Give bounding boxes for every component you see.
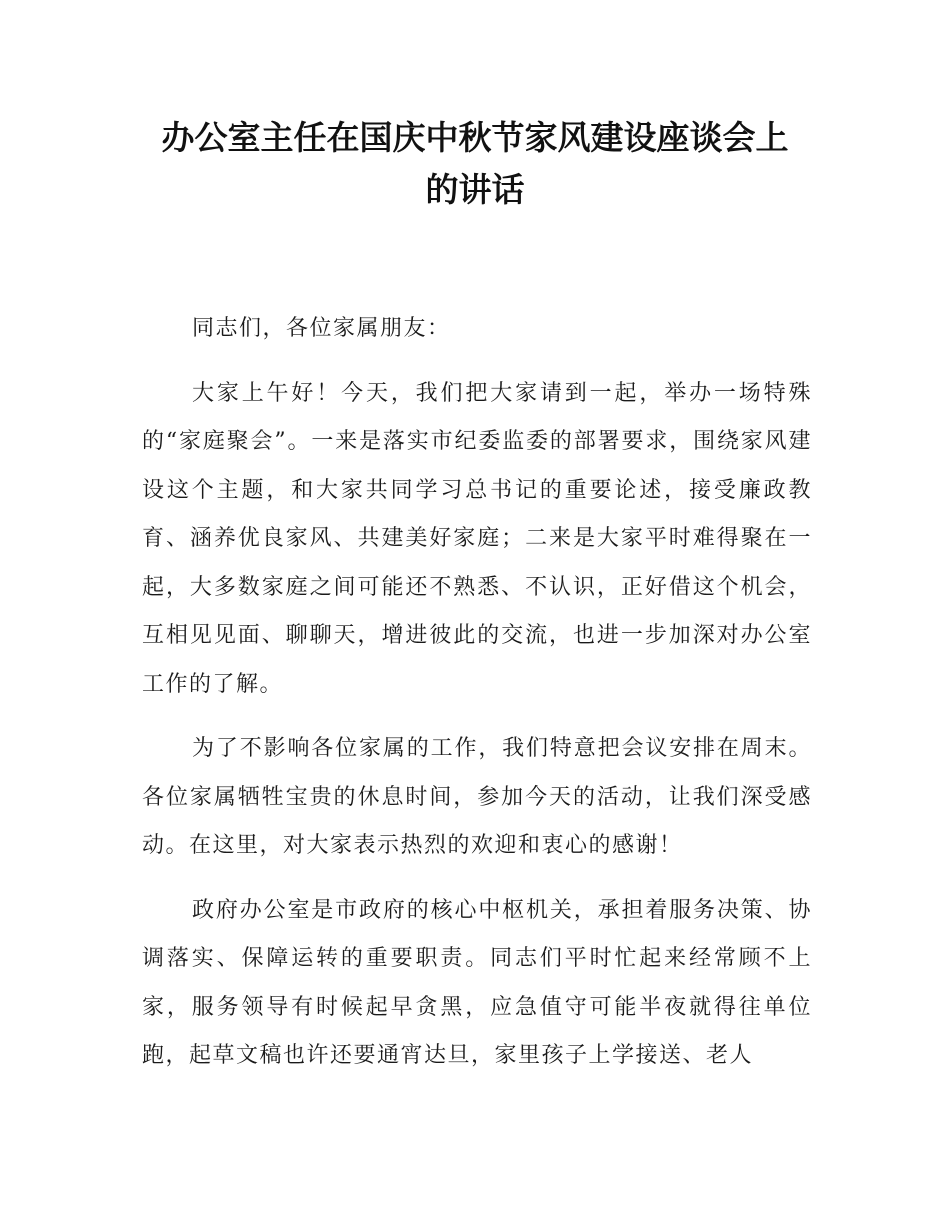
paragraph: 大家上午好！今天，我们把大家请到一起，举办一场特殊的“家庭聚会”。一来是落实市纪委监委的部署要求，围绕家风建设这个主题，和大家共同学习总书记的重要论述，接受廉政教育、涵养优良家风、共建美好家庭；二来是大家平时难得聚在一起，大多数家庭之间可能还不熟悉、不认识，正好借这个机会，互相见见面、聊聊天，增进彼此的交流，也进一步加深对办公室工作的了解。: [142, 380, 812, 697]
title-line-2: 的讲话: [425, 170, 525, 209]
document-body: [142, 305, 812, 1097]
title-line-1: 办公室主任在国庆中秋节家风建设座谈会上: [161, 118, 789, 157]
paragraph-salutation: 同志们，各位家属朋友：: [192, 316, 451, 341]
document-title: [120, 112, 830, 216]
paragraph: 政府办公室是市政府的核心中枢机关，承担着服务决策、协调落实、保障运转的重要职责。同志们平时忙起来经常顾不上家，服务领导有时候起早贪黑，应急值守可能半夜就得往单位跑，起草文稿也许还要通宵达旦，家里孩子上学接送、老人: [142, 897, 812, 1068]
paragraph: 为了不影响各位家属的工作，我们特意把会议安排在周末。各位家属牺牲宝贵的休息时间，参加今天的活动，让我们深受感动。在这里，对大家表示热烈的欢迎和衷心的感谢！: [142, 736, 812, 858]
